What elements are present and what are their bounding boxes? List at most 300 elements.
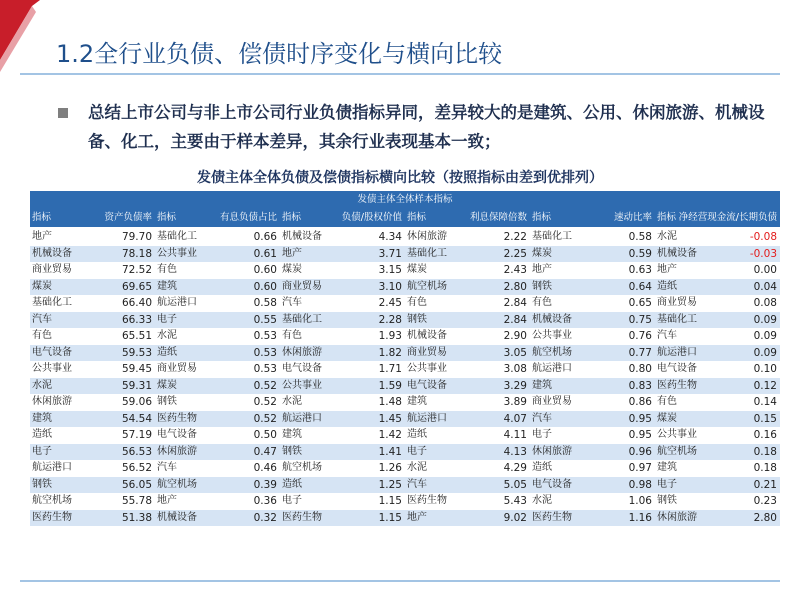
industry-name: 医药生物	[157, 412, 197, 424]
table-row	[155, 477, 280, 494]
industry-name: 电子	[657, 478, 677, 490]
table-row	[280, 427, 405, 444]
metric-value: 1.06	[628, 495, 652, 507]
table-row	[530, 493, 655, 510]
industry-name: 电气设备	[282, 363, 322, 374]
table-row	[280, 361, 405, 378]
metric-value: 0.52	[253, 379, 277, 392]
column-header-metric: 负债/股权价值	[341, 212, 402, 223]
industry-name: 航运港口	[282, 412, 322, 424]
metric-value: 56.05	[121, 478, 152, 491]
table-row	[530, 246, 655, 263]
table-column-group	[405, 191, 530, 537]
industry-name: 汽车	[157, 462, 177, 473]
metric-value: 0.58	[253, 297, 277, 309]
industry-name: 医药生物	[32, 511, 72, 523]
table-row	[30, 427, 155, 444]
metric-value: 9.02	[503, 511, 527, 524]
table-row	[280, 477, 405, 494]
table-row	[155, 279, 280, 296]
table-row	[405, 262, 530, 279]
table-row	[405, 444, 530, 461]
table-row	[530, 394, 655, 411]
metric-value: 1.45	[378, 412, 402, 425]
metric-value: 0.53	[253, 346, 277, 359]
metric-value: 0.12	[753, 379, 777, 392]
table-column-group	[280, 191, 405, 537]
industry-name: 公共事业	[32, 363, 72, 374]
table-row	[655, 460, 780, 477]
metric-value: 1.59	[378, 379, 402, 392]
metric-value: 2.80	[503, 280, 527, 293]
industry-name: 煤炭	[157, 379, 177, 391]
industry-name: 电子	[532, 429, 552, 440]
column-header-name: 指标	[407, 212, 427, 223]
industry-name: 钢铁	[407, 313, 427, 325]
metric-value: 0.95	[628, 429, 652, 441]
industry-name: 基础化工	[282, 313, 322, 325]
metric-value: 0.18	[753, 462, 777, 474]
metric-value: 0.55	[253, 313, 277, 326]
industry-name: 商业贸易	[407, 346, 447, 358]
industry-name: 水泥	[282, 396, 302, 407]
table-column-group	[155, 191, 280, 537]
industry-name: 汽车	[282, 297, 302, 308]
industry-name: 地产	[407, 511, 427, 523]
industry-name: 有色	[657, 396, 677, 407]
column-header	[155, 208, 280, 227]
table-row	[655, 295, 780, 312]
industry-name: 造纸	[407, 429, 427, 440]
metric-value: 2.84	[503, 313, 527, 326]
industry-name: 航空机场	[282, 462, 322, 473]
table-row	[30, 345, 155, 362]
industry-name: 休闲旅游	[407, 231, 447, 242]
industry-name: 航运港口	[157, 297, 197, 308]
industry-name: 商业贸易	[282, 280, 322, 292]
table-row	[280, 493, 405, 510]
industry-name: 建筑	[657, 462, 677, 473]
metric-value: 3.05	[503, 346, 527, 359]
industry-name: 航运港口	[407, 412, 447, 424]
table-row	[530, 312, 655, 329]
industry-name: 电气设备	[32, 346, 72, 358]
metric-value: 0.53	[253, 363, 277, 375]
industry-name: 电子	[32, 445, 52, 457]
metric-value: -0.03	[749, 247, 777, 260]
column-header-name: 指标	[157, 212, 177, 223]
industry-name: 有色	[157, 264, 177, 275]
metric-value: 1.82	[378, 346, 402, 359]
metric-value: 0.18	[753, 445, 777, 458]
industry-name: 航空机场	[157, 478, 197, 490]
industry-name: 煤炭	[532, 247, 552, 259]
metric-value: 2.28	[378, 313, 402, 326]
table-row	[155, 444, 280, 461]
industry-name: 休闲旅游	[282, 346, 322, 358]
industry-name: 机械设备	[532, 313, 572, 325]
industry-name: 钢铁	[157, 396, 177, 407]
table-row	[405, 229, 530, 246]
table-row	[405, 411, 530, 428]
table-row	[30, 378, 155, 395]
industry-name: 公共事业	[282, 379, 322, 391]
metric-value: 2.45	[378, 297, 402, 309]
industry-name: 造纸	[32, 429, 52, 440]
metric-value: 0.46	[253, 462, 277, 474]
metric-value: 66.40	[121, 297, 152, 309]
table-row	[530, 345, 655, 362]
industry-name: 电子	[282, 495, 302, 506]
metric-value: 66.33	[121, 313, 152, 326]
table-row	[405, 312, 530, 329]
table-row	[30, 361, 155, 378]
industry-name: 公共事业	[657, 429, 697, 440]
table-row	[530, 262, 655, 279]
industry-name: 水泥	[532, 495, 552, 506]
industry-name: 电子	[407, 445, 427, 457]
metric-value: 1.26	[378, 462, 402, 474]
metric-value: 3.08	[503, 363, 527, 375]
metric-value: 0.09	[753, 330, 777, 342]
metric-value: 2.25	[503, 247, 527, 260]
metric-value: 0.52	[253, 412, 277, 425]
table-row	[530, 427, 655, 444]
table-row	[405, 394, 530, 411]
industry-name: 机械设备	[282, 231, 322, 242]
industry-name: 医药生物	[657, 379, 697, 391]
table-row	[155, 345, 280, 362]
table-row	[280, 328, 405, 345]
metric-value: 0.77	[628, 346, 652, 359]
metric-value: 0.95	[628, 412, 652, 425]
table-row	[280, 411, 405, 428]
table-row	[655, 427, 780, 444]
metric-value: 1.25	[378, 478, 402, 491]
industry-name: 水泥	[32, 379, 52, 391]
table-row	[280, 460, 405, 477]
metric-value: 2.43	[503, 264, 527, 276]
metric-value: 0.08	[753, 297, 777, 309]
industry-name: 休闲旅游	[657, 511, 697, 523]
metric-value: 1.15	[378, 495, 402, 507]
industry-name: 汽车	[532, 412, 552, 424]
metric-value: 78.18	[121, 247, 152, 260]
industry-name: 机械设备	[657, 247, 697, 259]
table-row	[155, 229, 280, 246]
metric-value: 3.15	[378, 264, 402, 276]
metric-value: 0.00	[753, 264, 777, 276]
metric-value: 0.04	[753, 280, 777, 293]
industry-name: 有色	[532, 297, 552, 308]
industry-name: 煤炭	[657, 412, 677, 424]
table-row	[155, 460, 280, 477]
metric-value: 79.70	[121, 231, 152, 243]
industry-name: 地产	[157, 495, 177, 506]
industry-name: 建筑	[407, 396, 427, 407]
industry-name: 公共事业	[157, 247, 197, 259]
table-row	[405, 493, 530, 510]
column-header	[30, 208, 155, 227]
table-row	[280, 345, 405, 362]
metric-value: 4.29	[503, 462, 527, 474]
industry-name: 水泥	[157, 330, 177, 341]
industry-name: 基础化工	[32, 297, 72, 308]
industry-name: 机械设备	[32, 247, 72, 259]
column-header-metric: 速动比率	[613, 212, 652, 223]
metric-value: 69.65	[121, 280, 152, 293]
industry-name: 电子	[157, 313, 177, 325]
industry-name: 地产	[657, 264, 677, 275]
metric-value: 1.15	[378, 511, 402, 524]
industry-name: 造纸	[532, 462, 552, 473]
table-row	[280, 444, 405, 461]
metric-value: 55.78	[121, 495, 152, 507]
table-column-group	[530, 191, 655, 537]
industry-name: 汽车	[32, 313, 52, 325]
metric-value: 4.34	[378, 231, 402, 243]
metric-value: 0.76	[628, 330, 652, 342]
table-row	[655, 510, 780, 527]
table-row	[280, 246, 405, 263]
industry-name: 水泥	[657, 231, 677, 242]
industry-name: 钢铁	[657, 495, 677, 506]
table-row	[405, 361, 530, 378]
metric-value: 4.07	[503, 412, 527, 425]
table-row	[280, 262, 405, 279]
industry-name: 钢铁	[32, 478, 52, 490]
metric-value: 0.36	[253, 495, 277, 507]
metric-value: 0.47	[253, 445, 277, 458]
metric-value: 1.71	[378, 363, 402, 375]
table-title: 发债主体全体负债及偿债指标横向比较（按照指标由差到优排列）	[197, 170, 603, 186]
table-row	[155, 493, 280, 510]
industry-name: 建筑	[532, 379, 552, 391]
industry-name: 汽车	[407, 478, 427, 490]
metric-value: 2.90	[503, 330, 527, 342]
industry-name: 航空机场	[407, 280, 447, 292]
metric-value: 4.13	[503, 445, 527, 458]
table-row	[655, 279, 780, 296]
industry-name: 造纸	[282, 478, 302, 490]
table-column-group	[30, 191, 155, 537]
industry-name: 商业贸易	[657, 297, 697, 308]
industry-name: 地产	[282, 247, 302, 259]
column-header	[530, 208, 655, 227]
table-row	[530, 378, 655, 395]
industry-name: 煤炭	[407, 264, 427, 275]
table-row	[655, 312, 780, 329]
table-row	[405, 246, 530, 263]
table-row	[155, 262, 280, 279]
table-row	[155, 246, 280, 263]
metric-value: 0.14	[753, 396, 777, 408]
metric-value: 3.10	[378, 280, 402, 293]
table-row	[405, 279, 530, 296]
table-row	[655, 262, 780, 279]
metric-value: 0.50	[253, 429, 277, 441]
metric-value: 59.31	[121, 379, 152, 392]
table-row	[405, 378, 530, 395]
industry-name: 造纸	[657, 280, 677, 292]
table-row	[280, 394, 405, 411]
metric-value: 72.52	[121, 264, 152, 276]
table-row	[30, 229, 155, 246]
industry-name: 建筑	[157, 280, 177, 292]
industry-name: 地产	[532, 264, 552, 275]
metric-value: 56.52	[121, 462, 152, 474]
metric-value: 0.10	[753, 363, 777, 375]
industry-name: 休闲旅游	[532, 445, 572, 457]
metric-value: 0.16	[753, 429, 777, 441]
table-row	[655, 477, 780, 494]
industry-name: 医药生物	[532, 511, 572, 523]
metric-value: 0.09	[753, 346, 777, 359]
table-row	[155, 361, 280, 378]
metric-value: 0.32	[253, 511, 277, 524]
metric-value: 5.43	[503, 495, 527, 507]
table-column-group	[655, 191, 780, 537]
column-header-name: 指标	[32, 212, 52, 223]
metric-value: 2.22	[503, 231, 527, 243]
industry-name: 建筑	[32, 412, 52, 424]
table-row	[655, 361, 780, 378]
metric-value: 0.23	[753, 495, 777, 507]
industry-name: 汽车	[657, 330, 677, 341]
table-row	[30, 444, 155, 461]
industry-name: 商业贸易	[32, 264, 72, 275]
metric-value: 0.98	[628, 478, 652, 491]
table-row	[530, 444, 655, 461]
bullet-square-icon	[58, 108, 68, 118]
industry-name: 煤炭	[282, 264, 302, 275]
table-row	[405, 510, 530, 527]
table-row	[530, 328, 655, 345]
table-row	[530, 361, 655, 378]
metric-value: 0.15	[753, 412, 777, 425]
industry-name: 基础化工	[532, 231, 572, 242]
table-row	[405, 295, 530, 312]
industry-name: 水泥	[407, 462, 427, 473]
table-row	[530, 477, 655, 494]
industry-name: 商业贸易	[532, 396, 572, 407]
column-header-name: 指标	[657, 212, 677, 223]
column-header-metric: 利息保障倍数	[469, 212, 527, 223]
industry-name: 电气设备	[157, 429, 197, 440]
table-row	[155, 328, 280, 345]
industry-name: 电气设备	[407, 379, 447, 391]
column-header	[655, 208, 780, 227]
column-header-metric: 有息负债占比	[219, 212, 277, 223]
table-row	[30, 262, 155, 279]
table-row	[155, 394, 280, 411]
metric-value: 3.89	[503, 396, 527, 408]
table-row	[405, 427, 530, 444]
industry-name: 基础化工	[407, 247, 447, 259]
table-row	[280, 510, 405, 527]
metric-value: 0.09	[753, 313, 777, 326]
metric-value: 0.65	[628, 297, 652, 309]
metric-value: 0.83	[628, 379, 652, 392]
table-row	[155, 411, 280, 428]
industry-name: 航空机场	[657, 445, 697, 457]
metric-value: 5.05	[503, 478, 527, 491]
industry-name: 机械设备	[157, 511, 197, 523]
metric-value: 51.38	[121, 511, 152, 524]
industry-name: 有色	[32, 330, 52, 341]
metric-value: 0.66	[253, 231, 277, 243]
industry-name: 休闲旅游	[32, 396, 72, 407]
table-row	[655, 345, 780, 362]
metric-value: 2.84	[503, 297, 527, 309]
industry-name: 航空机场	[532, 346, 572, 358]
industry-name: 基础化工	[657, 313, 697, 325]
metric-value: 54.54	[121, 412, 152, 425]
industry-name: 有色	[282, 330, 302, 341]
table-row	[155, 295, 280, 312]
table-row	[530, 510, 655, 527]
industry-name: 造纸	[157, 346, 177, 358]
metric-value: 0.58	[628, 231, 652, 243]
metric-value: 0.64	[628, 280, 652, 293]
metric-value: 0.63	[628, 264, 652, 276]
comparison-table	[30, 191, 780, 537]
table-row	[655, 394, 780, 411]
column-header-name: 指标	[282, 212, 302, 223]
industry-name: 钢铁	[282, 445, 302, 457]
table-row	[530, 229, 655, 246]
table-row	[530, 295, 655, 312]
industry-name: 电气设备	[657, 363, 697, 374]
industry-name: 医药生物	[282, 511, 322, 523]
industry-name: 钢铁	[532, 280, 552, 292]
metric-value: 1.41	[378, 445, 402, 458]
industry-name: 医药生物	[407, 495, 447, 506]
metric-value: 59.06	[121, 396, 152, 408]
table-row	[280, 295, 405, 312]
column-header-metric: 资产负债率	[104, 212, 152, 223]
column-header	[280, 208, 405, 227]
table-row	[405, 460, 530, 477]
metric-value: 0.96	[628, 445, 652, 458]
metric-value: 0.39	[253, 478, 277, 491]
table-row	[30, 312, 155, 329]
industry-name: 商业贸易	[157, 363, 197, 374]
footer-line	[20, 580, 780, 582]
table-row	[155, 378, 280, 395]
metric-value: 0.59	[628, 247, 652, 260]
table-row	[155, 510, 280, 527]
table-row	[280, 378, 405, 395]
metric-value: 0.60	[253, 280, 277, 293]
table-row	[655, 493, 780, 510]
table-row	[405, 477, 530, 494]
column-header-name: 指标	[532, 212, 552, 223]
table-row	[655, 378, 780, 395]
industry-name: 公共事业	[407, 363, 447, 374]
summary-text: 总结上市公司与非上市公司行业负债指标异同，差异较大的是建筑、公用、休闲旅游、机械设备、化工，主要由于样本差异，其余行业表现基本一致；	[88, 103, 765, 151]
table-row	[655, 444, 780, 461]
metric-value: 0.86	[628, 396, 652, 408]
metric-value: 0.21	[753, 478, 777, 491]
metric-value: 0.80	[628, 363, 652, 375]
metric-value: 59.45	[121, 363, 152, 375]
metric-value: 4.11	[503, 429, 527, 441]
table-row	[280, 312, 405, 329]
table-row	[30, 510, 155, 527]
table-row	[530, 460, 655, 477]
column-header-metric: 净经营现金流/长期负债	[678, 212, 777, 223]
